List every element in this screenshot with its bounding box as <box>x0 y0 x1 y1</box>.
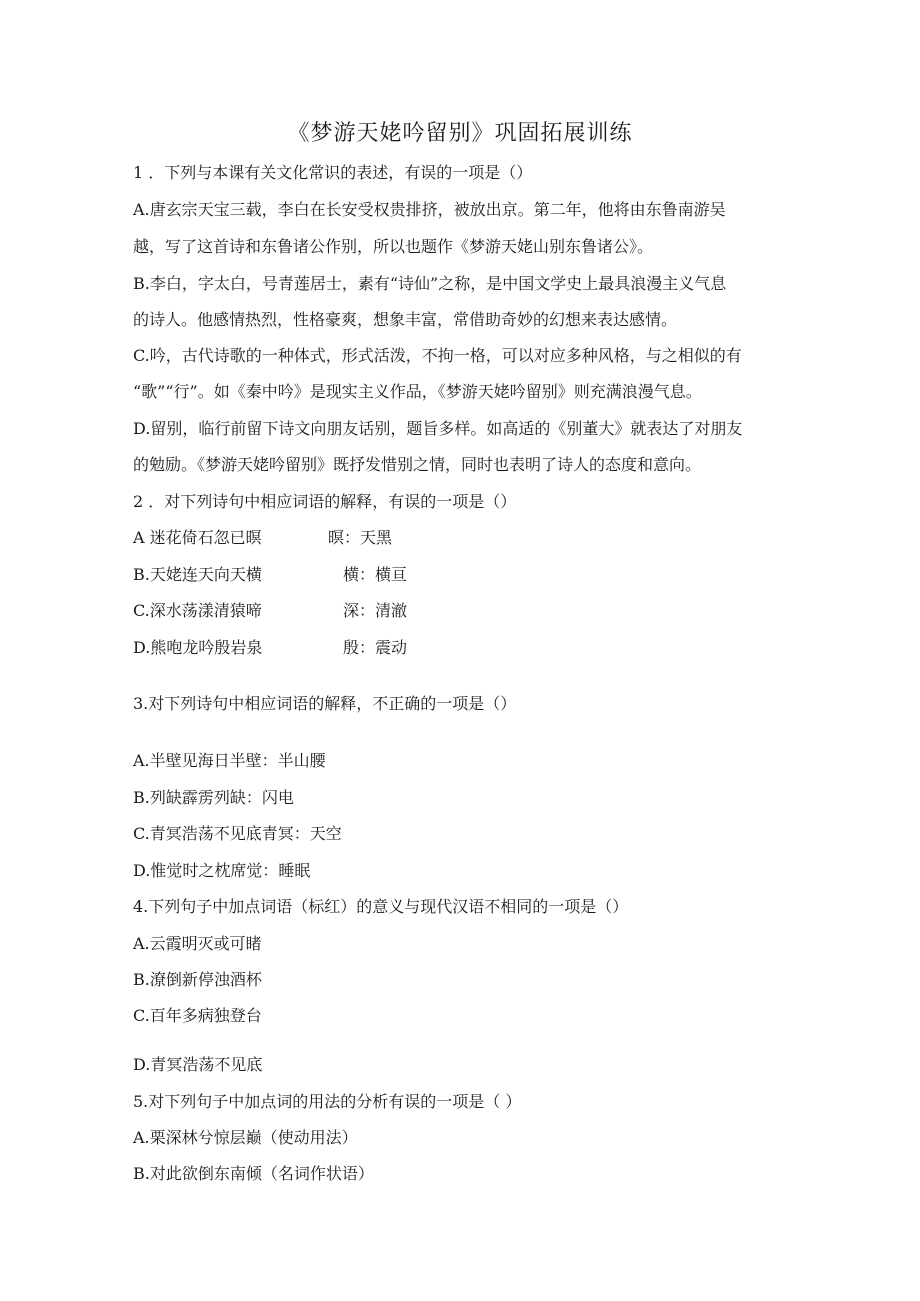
q4-option-c: C.百年多病独登台 <box>133 1006 262 1025</box>
q3-option-b: B.列缺霹雳列缺：闪电 <box>133 788 294 807</box>
q2-option-d-expl: 殷：震动 <box>343 638 408 657</box>
q1-stem: 1 ．下列与本课有关文化常识的表述，有误的一项是（） <box>133 163 533 182</box>
q4-stem: 4.下列句子中加点词语（标红）的意义与现代汉语不相同的一项是（） <box>133 897 629 916</box>
q2-option-d-text: D.熊咆龙吟殷岩泉 <box>133 638 263 657</box>
q3-option-d: D.惟觉时之枕席觉：睡眠 <box>133 861 311 880</box>
q2-option-b <box>133 565 407 585</box>
q2-option-c <box>133 601 407 621</box>
q1-option-c-line1: C.吟，古代诗歌的一种体式，形式活泼，不拘一格，可以对应多种风格，与之相似的有 <box>133 346 742 365</box>
q1-option-c-line2: “歌”“行”。如《秦中吟》是现实主义作品，《梦游天姥吟留别》则充满浪漫气息。 <box>133 382 702 401</box>
q4-option-b: B.潦倒新停浊酒杯 <box>133 970 262 989</box>
q2-option-a <box>133 528 392 548</box>
page-title: 《梦游天姥吟留别》巩固拓展训练 <box>287 121 633 146</box>
q2-option-b-expl: 横：横亘 <box>343 565 408 584</box>
q1-option-b-line2: 的诗人。他感情热烈，性格豪爽，想象丰富，常借助奇妙的幻想来表达感情。 <box>133 310 678 329</box>
q2-option-d <box>133 638 407 658</box>
q1-option-b-line1: B.李白，字太白，号青莲居士，素有“诗仙”之称，是中国文学史上最具浪漫主义气息 <box>133 274 727 293</box>
q1-option-a-line2: 越，写了这首诗和东鲁诸公作别，所以也题作《梦游天姥山别东鲁诸公》。 <box>133 237 654 256</box>
q4-option-a: A.云霞明灭或可睹 <box>133 934 262 953</box>
q2-option-c-expl: 深：清澈 <box>343 601 408 620</box>
q1-option-a-line1: A.唐玄宗天宝三载，李白在长安受权贵排挤，被放出京。第二年，他将由东鲁南游吴 <box>133 200 726 219</box>
q1-option-d-line2: 的勉励。《梦游天姥吟留别》既抒发惜别之情，同时也表明了诗人的态度和意向。 <box>133 455 702 474</box>
q3-option-c: C.青冥浩荡不见底青冥：天空 <box>133 824 342 843</box>
q5-stem: 5.对下列句子中加点词的用法的分析有误的一项是（ ） <box>133 1092 522 1111</box>
q4-option-d: D.青冥浩荡不见底 <box>133 1055 263 1074</box>
q5-option-a: A.栗深林兮惊层巅（使动用法） <box>133 1128 358 1147</box>
q2-option-b-text: B.天姥连天向天横 <box>133 565 262 584</box>
q1-option-d-line1: D.留别，临行前留下诗文向朋友话别，题旨多样。如高适的《别董大》就表达了对朋友 <box>133 419 743 438</box>
q2-option-c-text: C.深水荡漾清猿啼 <box>133 601 262 620</box>
q2-option-a-expl: 暝：天黑 <box>328 528 393 547</box>
q2-stem: 2 ．对下列诗句中相应词语的解释，有误的一项是（） <box>133 492 517 511</box>
q3-stem: 3.对下列诗句中相应词语的解释，不正确的一项是（） <box>133 694 517 713</box>
q2-option-a-text: A 迷花倚石忽已暝 <box>133 528 262 547</box>
q3-option-a: A.半壁见海日半壁：半山腰 <box>133 751 326 770</box>
q5-option-b: B.对此欲倒东南倾（名词作状语） <box>133 1164 374 1183</box>
